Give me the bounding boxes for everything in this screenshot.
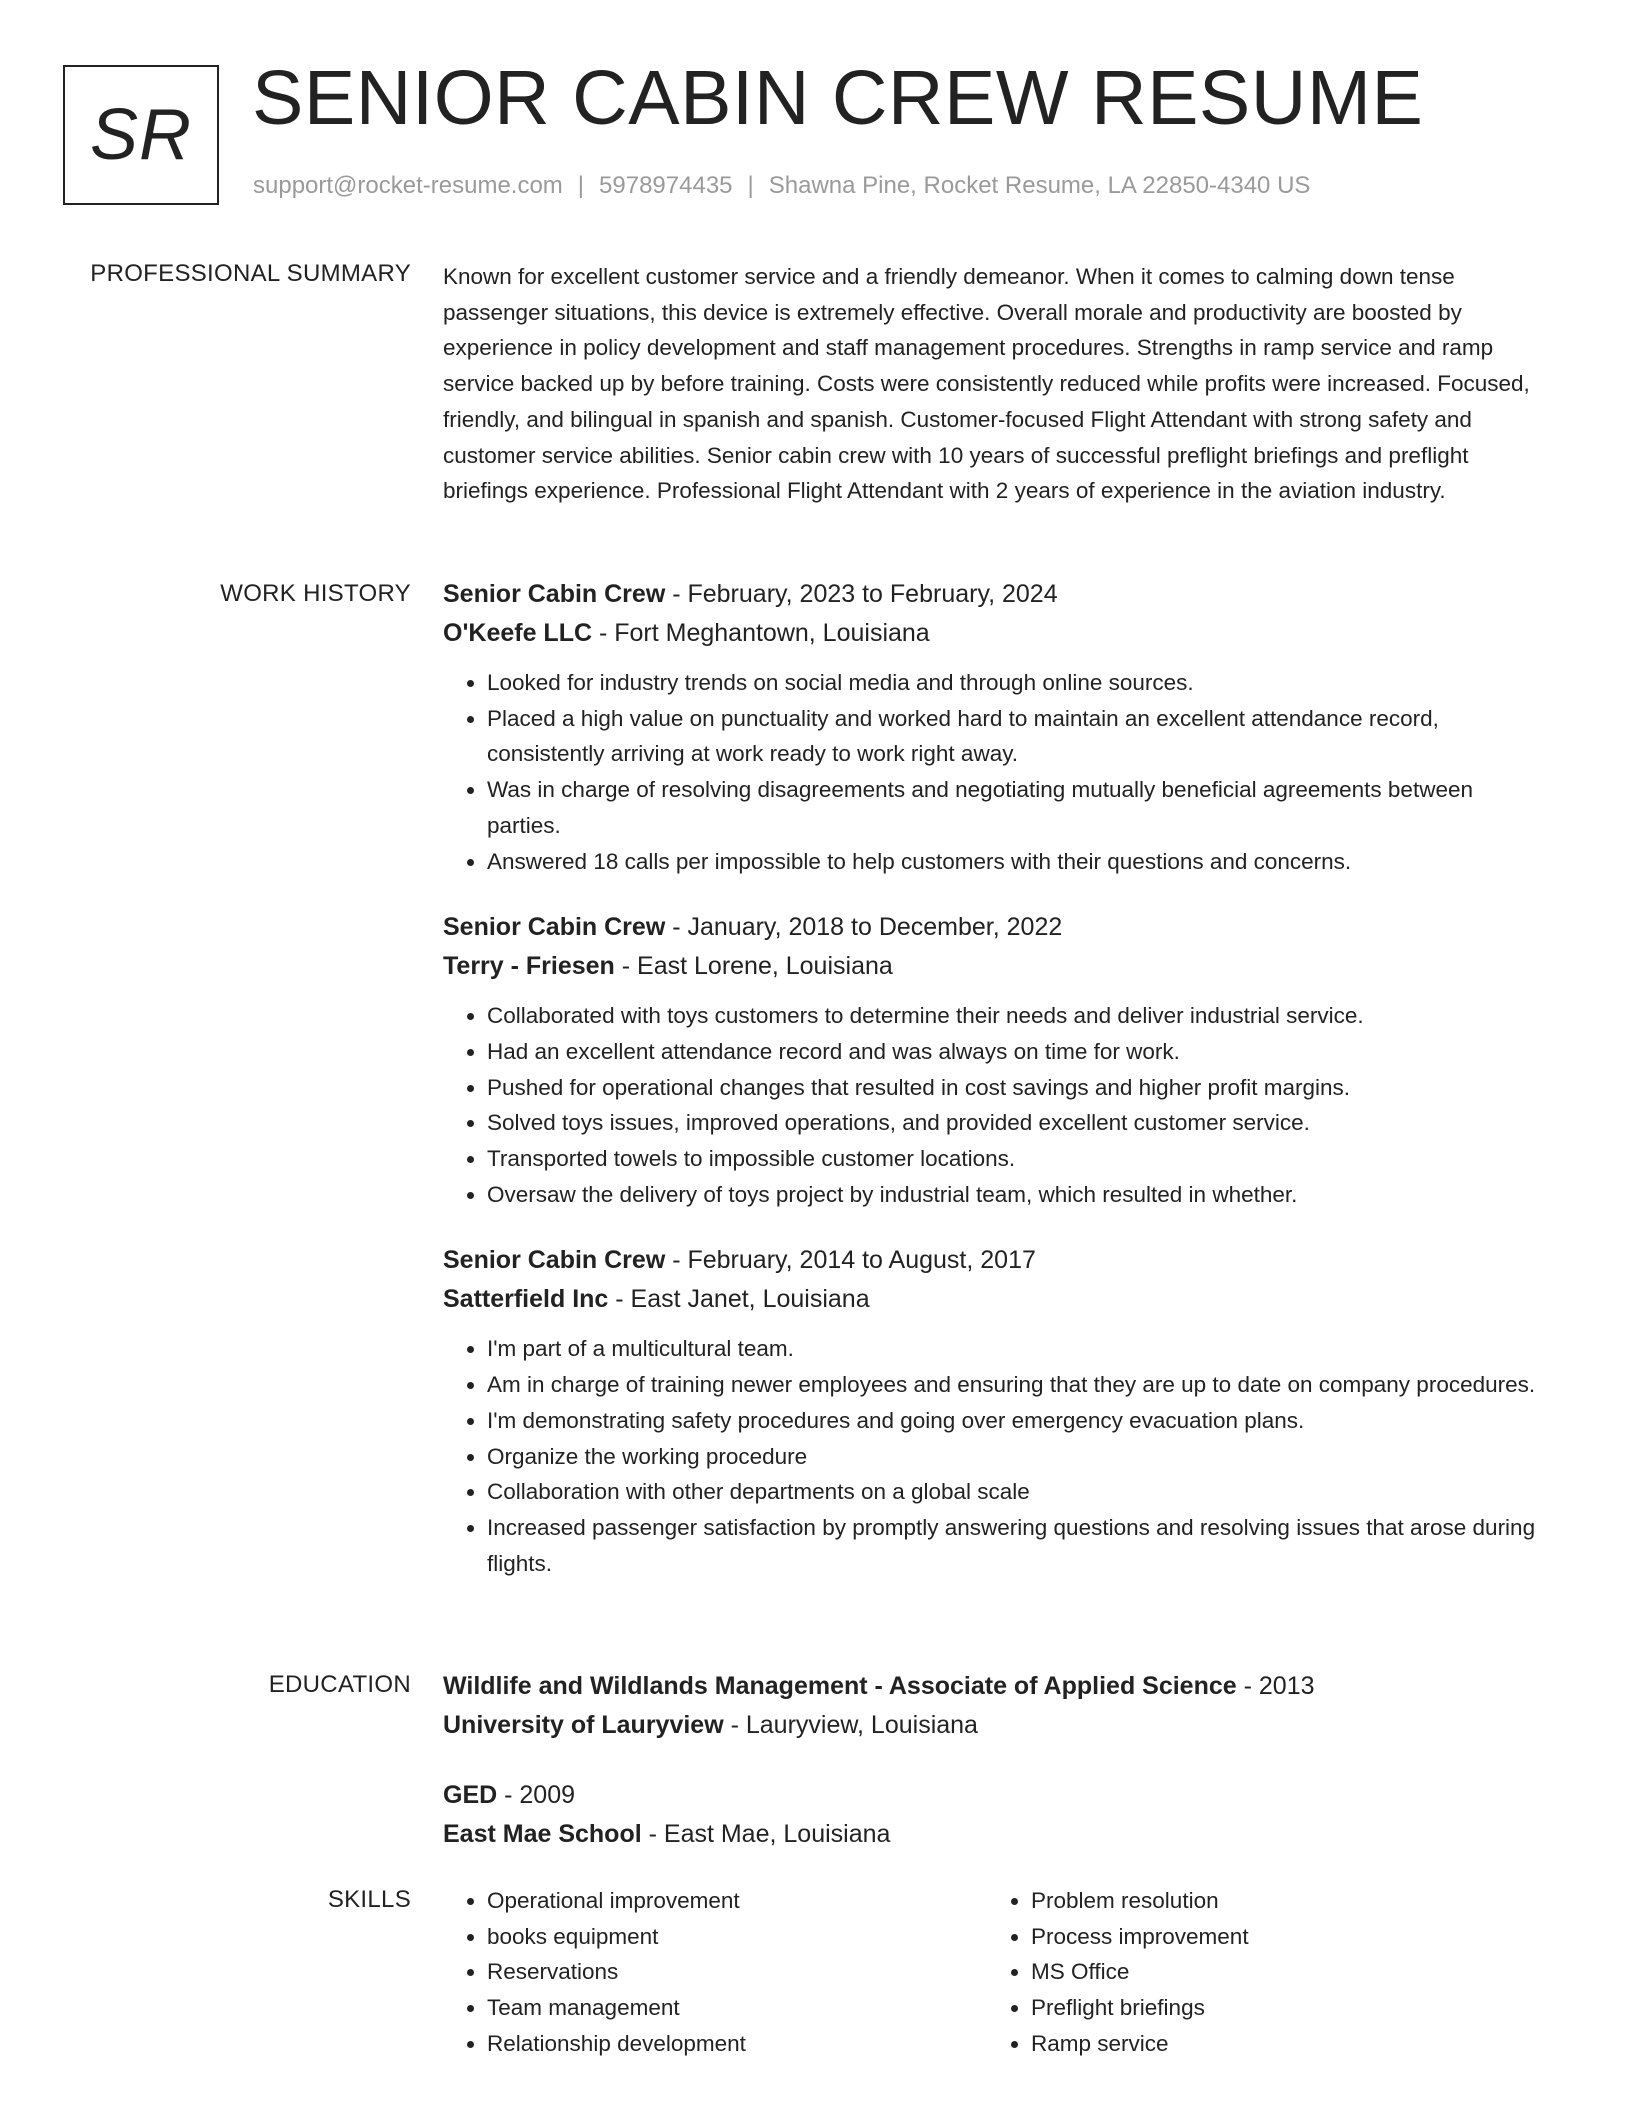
skills-body [443, 1883, 1551, 2062]
skills-list-left [443, 1883, 987, 2062]
education-degree-line [443, 1776, 1551, 1815]
job-location: - Fort Meghantown, Louisiana [592, 619, 930, 647]
education-location: - East Mae, Louisiana [641, 1820, 891, 1848]
job-bullets [443, 1331, 1551, 1581]
job-entry [443, 575, 1551, 879]
education-degree-line [443, 1667, 1551, 1706]
section-label-work: WORK HISTORY [220, 580, 411, 607]
education-school: East Mae School [443, 1820, 642, 1848]
education-school-line [443, 1815, 1551, 1854]
job-dates: - January, 2018 to December, 2022 [665, 913, 1063, 942]
education-location: - Lauryview, Louisiana [723, 1711, 978, 1739]
job-bullet: • Had an excellent attendance record and was always on time for work. [487, 1034, 1551, 1070]
skill-item: • Relationship development [487, 2026, 987, 2062]
contact-separator: | [577, 172, 585, 199]
section-label-skills: SKILLS [327, 1886, 411, 1913]
job-bullet: • Am in charge of training newer employees and ensuring that they are up to date on company procedures. [487, 1367, 1551, 1403]
contact-email: support@rocket-resume.com [253, 172, 563, 199]
job-bullets [443, 665, 1551, 879]
job-bullet: • I'm part of a multicultural team. [487, 1331, 1551, 1367]
job-bullet: • Was in charge of resolving disagreements and negotiating mutually beneficial agreements between parties. [487, 772, 1551, 843]
job-dates: - February, 2014 to August, 2017 [665, 1246, 1036, 1275]
job-title: Senior Cabin Crew [443, 580, 666, 608]
job-location: - East Lorene, Louisiana [614, 952, 893, 981]
skill-item: • Ramp service [1031, 2026, 1531, 2062]
education-degree: GED [443, 1781, 498, 1809]
job-dates: - February, 2023 to February, 2024 [665, 580, 1058, 608]
job-title: Senior Cabin Crew [443, 1246, 666, 1275]
job-company: Terry - Friesen [443, 952, 615, 981]
job-company: O'Keefe LLC [443, 619, 593, 647]
skill-item: • Problem resolution [1031, 1883, 1531, 1919]
job-title-line [443, 1241, 1551, 1280]
job-bullet: • Oversaw the delivery of toys project by industrial team, which resulted in whether. [487, 1177, 1551, 1213]
skill-item: • Preflight briefings [1031, 1990, 1531, 2026]
contact-line [253, 172, 1310, 200]
education-year: - 2013 [1236, 1672, 1315, 1700]
job-bullets [443, 998, 1551, 1212]
summary-body [443, 259, 1551, 509]
job-bullet: • Increased passenger satisfaction by promptly answering questions and resolving issues that arose during flights. [487, 1510, 1551, 1581]
job-bullet: • I'm demonstrating safety procedures and going over emergency evacuation plans. [487, 1403, 1551, 1439]
job-bullet: • Collaborated with toys customers to determine their needs and deliver industrial service. [487, 998, 1551, 1034]
contact-separator: | [747, 172, 754, 199]
resume-title: SENIOR CABIN CREW RESUME [252, 55, 1424, 141]
job-entry [443, 1241, 1551, 1581]
section-label-education: EDUCATION [268, 1671, 411, 1698]
education-entry [443, 1776, 1551, 1854]
skills-list-right [987, 1883, 1531, 2062]
skill-item: • Operational improvement [487, 1883, 987, 1919]
job-bullet: • Pushed for operational changes that resulted in cost savings and higher profit margins. [487, 1070, 1551, 1106]
skill-item: • Team management [487, 1990, 987, 2026]
job-company-line [443, 947, 1551, 986]
job-bullet: • Solved toys issues, improved operations, and provided excellent customer service. [487, 1105, 1551, 1141]
job-company: Satterfield Inc [443, 1285, 609, 1314]
summary-text: Known for excellent customer service and a friendly demeanor. When it comes to calming down tense passenger situations, this device is extremely effective. Overall morale and productivity are boosted by experience in policy development and staff management procedures. Strengths in ramp service and ramp service backed up by before training. Costs were consistently reduced while profits were increased. Focused, friendly, and bilingual in spanish and spanish. Customer-focused Flight Attendant with strong safety and customer service abilities. Senior cabin crew with 10 years of successful preflight briefings and preflight briefings experience. Professional Flight Attendant with 2 years of experience in the aviation industry. [443, 264, 1530, 504]
contact-phone: 5978974435 [599, 172, 733, 199]
job-bullet: • Collaboration with other departments on a global scale [487, 1474, 1551, 1510]
education-degree: Wildlife and Wildlands Management - Associate of Applied Science [443, 1672, 1237, 1700]
education-entry [443, 1667, 1551, 1745]
job-bullet: • Answered 18 calls per impossible to help customers with their questions and concerns. [487, 844, 1551, 880]
job-bullet: • Looked for industry trends on social media and through online sources. [487, 665, 1551, 701]
job-entry [443, 908, 1551, 1212]
skills-columns [443, 1883, 1551, 2062]
contact-address: Shawna Pine, Rocket Resume, LA 22850-4340 US [768, 172, 1311, 199]
job-location: - East Janet, Louisiana [608, 1285, 870, 1314]
work-history-body [443, 575, 1551, 1581]
job-title-line [443, 575, 1551, 614]
skill-item: • Process improvement [1031, 1919, 1531, 1955]
job-bullet: • Placed a high value on punctuality and worked hard to maintain an excellent attendance record, consistently arriving at work ready to work right away. [487, 701, 1551, 772]
skill-item: • books equipment [487, 1919, 987, 1955]
skill-item: • MS Office [1031, 1954, 1531, 1990]
job-company-line [443, 1280, 1551, 1319]
skill-item: • Reservations [487, 1954, 987, 1990]
job-company-line [443, 614, 1551, 653]
education-school-line [443, 1706, 1551, 1745]
job-title-line [443, 908, 1551, 947]
education-school: University of Lauryview [443, 1711, 724, 1739]
job-bullet: • Organize the working procedure [487, 1439, 1551, 1475]
job-title: Senior Cabin Crew [443, 913, 666, 942]
education-year: - 2009 [497, 1781, 576, 1809]
section-label-summary: PROFESSIONAL SUMMARY [90, 260, 411, 287]
monogram-badge: SR [63, 65, 219, 205]
education-body [443, 1667, 1551, 1854]
job-bullet: • Transported towels to impossible customer locations. [487, 1141, 1551, 1177]
